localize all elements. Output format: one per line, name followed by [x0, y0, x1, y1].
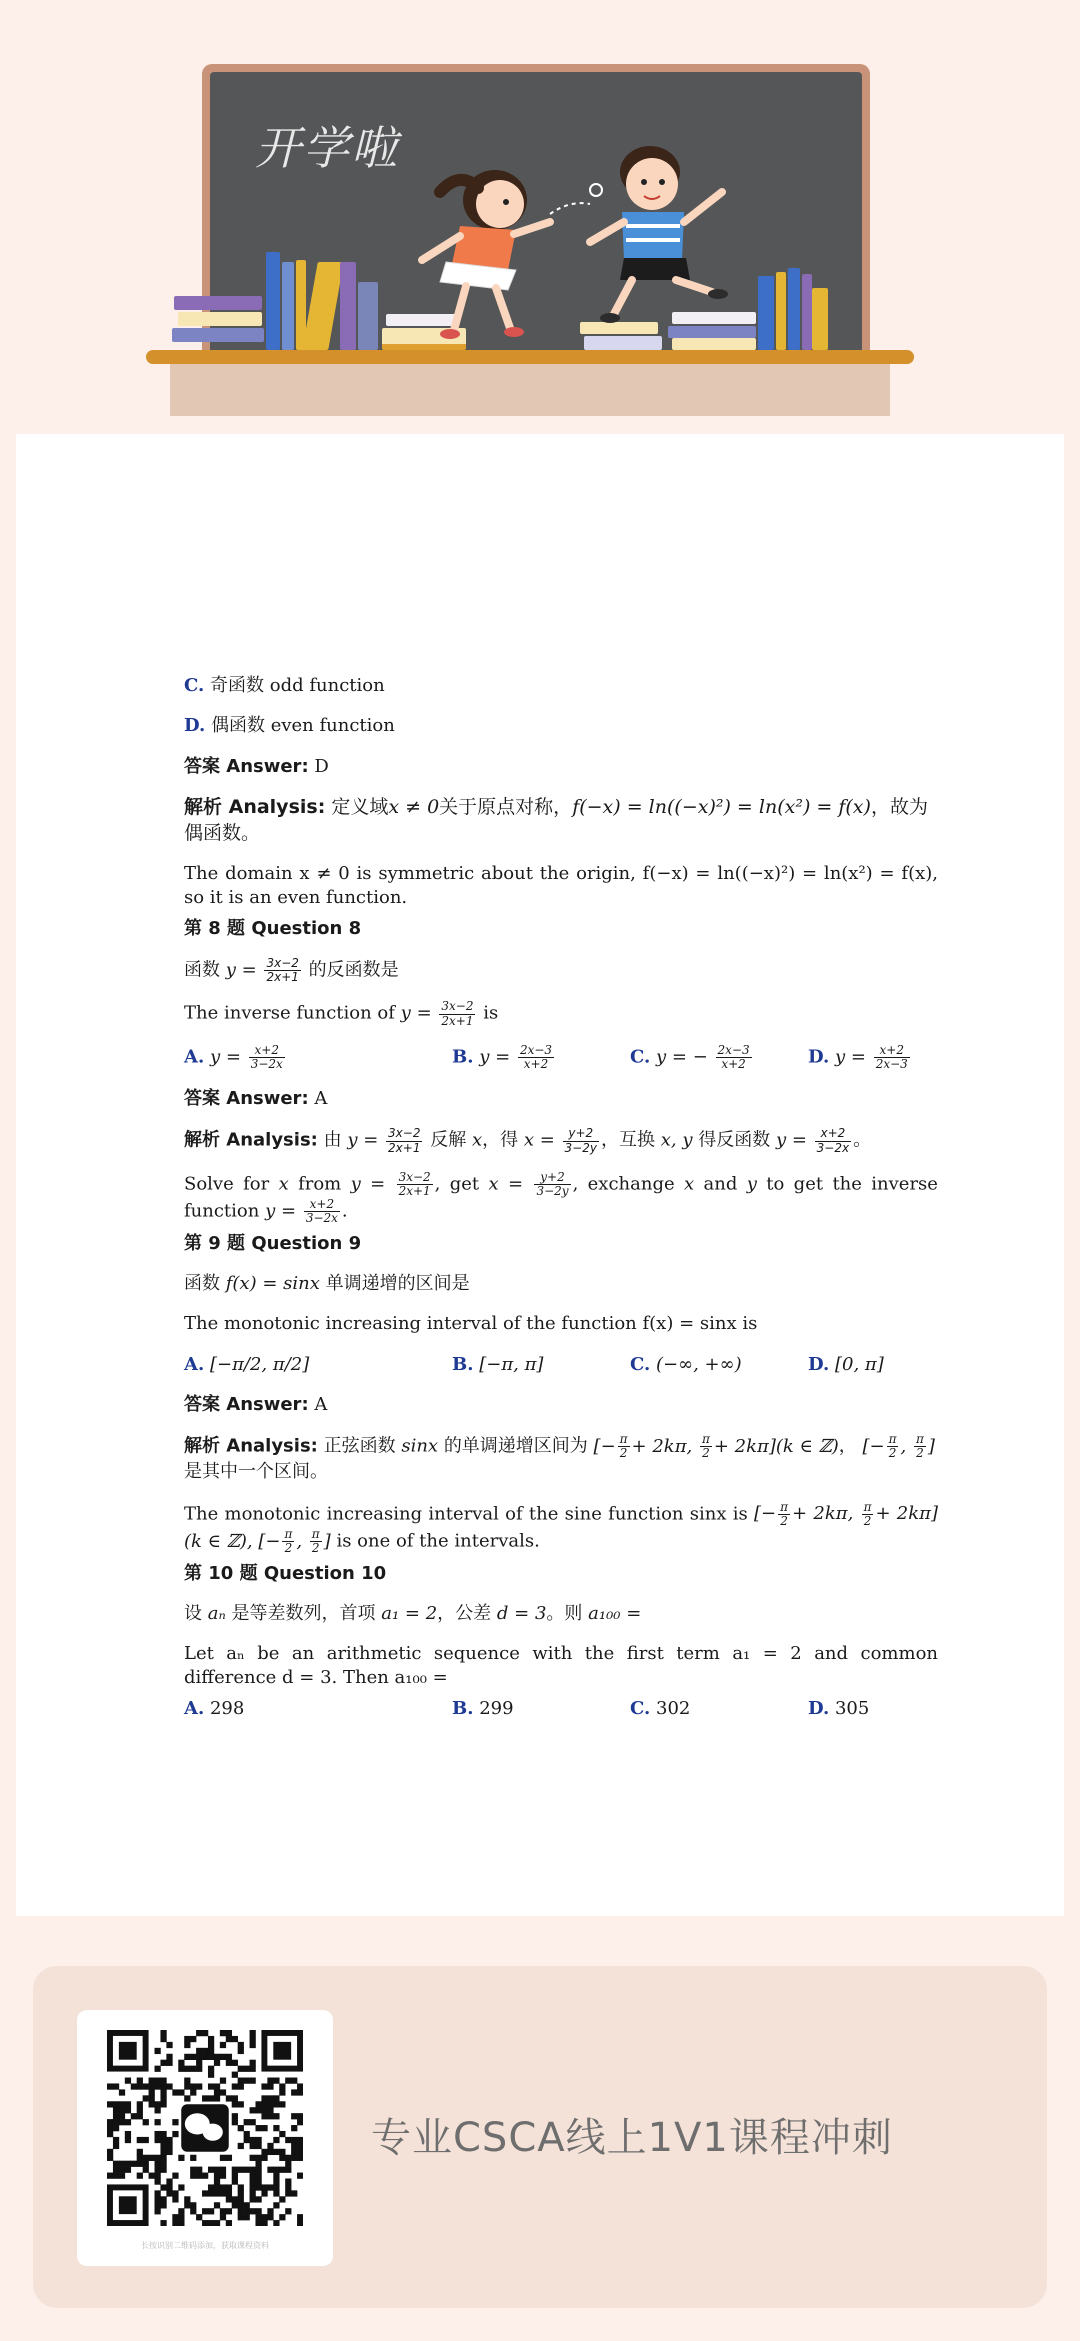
- q9-option-d: D. [0, π]: [808, 1353, 884, 1375]
- blackboard-stand: [170, 364, 890, 416]
- q8-option-a: A. y = $\frac{x+2}{3-2x}$: [184, 1042, 283, 1071]
- q8-answer: 答案 Answer: A: [184, 1088, 328, 1110]
- book: [266, 252, 280, 350]
- qr-caption: 长按识别二维码添加，获取课程资料: [141, 2241, 269, 2250]
- book: [812, 288, 828, 350]
- q10-option-b: B. 299: [452, 1697, 514, 1719]
- q10-stem-zh: 设 aₙ 是等差数列，首项 a₁ = 2，公差 d = 3。则 a₁₀₀ =: [184, 1602, 642, 1624]
- q8-analysis-zh: 解析 Analysis: 由 y = $\frac{3x-2}{2x+1}$ 反解 x，得 x = $\frac{y+2}{3-2y}$ ，互换 x, y 得反函数 y = $\frac{x+2}{3-2x}$ 。: [184, 1126, 872, 1155]
- q8-option-d: D. y = $\frac{x+2}{2x-3}$: [808, 1042, 908, 1071]
- book: [178, 312, 262, 326]
- q9-stem-en: The monotonic increasing interval of the function f(x) = sinx is: [184, 1313, 758, 1335]
- qr-code[interactable]: [107, 2030, 303, 2226]
- children-illustration: [400, 130, 760, 360]
- boy-figure: [590, 146, 728, 323]
- q9-options: [184, 1353, 938, 1377]
- q9-analysis-en: The monotonic increasing interval of the sine function sinx is [− $\frac{\pi}{2}$ + 2kπ, $\frac{\pi}{2}$ + 2kπ](k ∈ ℤ), [− $\frac{\pi}{2}$ , $\frac{\pi}{2}$ ] is one of the intervals.: [184, 1499, 939, 1556]
- book: [172, 328, 264, 342]
- q8-title: 第 8 题 Question 8: [184, 917, 362, 939]
- q7-option-c: C. 奇函数 odd function: [184, 675, 385, 696]
- q8-option-c: C. y = − $\frac{2x-3}{x+2}$: [630, 1042, 750, 1071]
- book: [758, 276, 774, 350]
- q7-answer: 答案 Answer: D: [184, 755, 329, 777]
- q10-option-c: C. 302: [630, 1697, 691, 1719]
- blackboard-shelf: [146, 350, 914, 364]
- book: [340, 262, 356, 350]
- fraction: $\frac{3x-2}{2x+1}$: [441, 999, 474, 1028]
- q9-option-b: B. [−π, π]: [452, 1353, 544, 1375]
- q7-analysis-zh: 解析 Analysis: 定义域x ≠ 0关于原点对称，f(−x) = ln((−x)²) = ln(x²) = f(x)，故为偶函数。: [184, 795, 928, 844]
- promo-text: 专业CSCA线上1V1课程冲刺: [371, 2115, 893, 2161]
- book: [776, 272, 786, 350]
- hero-illustration: [0, 0, 1080, 430]
- q10-options: [184, 1697, 938, 1721]
- q9-option-a: A. [−π/2, π/2]: [184, 1353, 310, 1375]
- q7-analysis-en: The domain x ≠ 0 is symmetric about the origin, f(−x) = ln((−x)²) = ln(x²) = f(x), so it is an even function.: [184, 863, 938, 909]
- book: [282, 262, 294, 350]
- book: [788, 268, 800, 350]
- q8-stem-en: The inverse function of y = $\frac{3x-2}{2x+1}$ is: [184, 999, 499, 1028]
- q7-option-d: D. 偶函数 even function: [184, 715, 395, 737]
- q9-answer: 答案 Answer: A: [184, 1393, 328, 1415]
- q9-stem-zh: 函数 f(x) = sinx 单调递增的区间是: [184, 1272, 470, 1294]
- q9-analysis-zh: 解析 Analysis: 正弦函数 sinx 的单调递增区间为 [− $\frac{\pi}{2}$ + 2kπ, $\frac{\pi}{2}$ + 2kπ](k ∈ ℤ)， [− $\frac{\pi}{2}$ , $\frac{\pi}{2}$ ] 是其中一个区间。: [184, 1432, 935, 1483]
- girl-figure: [422, 170, 550, 339]
- q10-stem-en: Let aₙ be an arithmetic sequence with the first term a₁ = 2 and common difference d = 3. Then a₁₀₀ =: [184, 1643, 938, 1689]
- q8-stem-zh: 函数 y = $\frac{3x-2}{2x+1}$ 的反函数是: [184, 956, 399, 985]
- q9-title: 第 9 题 Question 9: [184, 1232, 362, 1254]
- qr-code-card[interactable]: [77, 2010, 333, 2266]
- promo-banner: [33, 1966, 1047, 2308]
- document-content: [184, 674, 938, 1737]
- q8-options: [184, 1044, 938, 1071]
- book: [802, 274, 812, 350]
- blackboard-title: 开学啦: [255, 121, 399, 175]
- q10-title: 第 10 题 Question 10: [184, 1562, 387, 1584]
- book: [174, 296, 262, 310]
- q9-option-c: C. (−∞, +∞): [630, 1353, 742, 1375]
- q8-analysis-en: Solve for x from y = $\frac{3x-2}{2x+1}$ , get x = $\frac{y+2}{3-2y}$ , exchange x and y to get the inverse function y = $\frac{x+2}{3-2x}$ .: [184, 1169, 938, 1226]
- fraction: $\frac{3x-2}{2x+1}$: [266, 956, 299, 985]
- q10-option-d: D. 305: [808, 1697, 870, 1719]
- book: [358, 282, 378, 350]
- question-document: [16, 434, 1064, 1916]
- q10-option-a: A. 298: [184, 1697, 245, 1719]
- q8-option-b: B. y = $\frac{2x-3}{x+2}$: [452, 1042, 553, 1071]
